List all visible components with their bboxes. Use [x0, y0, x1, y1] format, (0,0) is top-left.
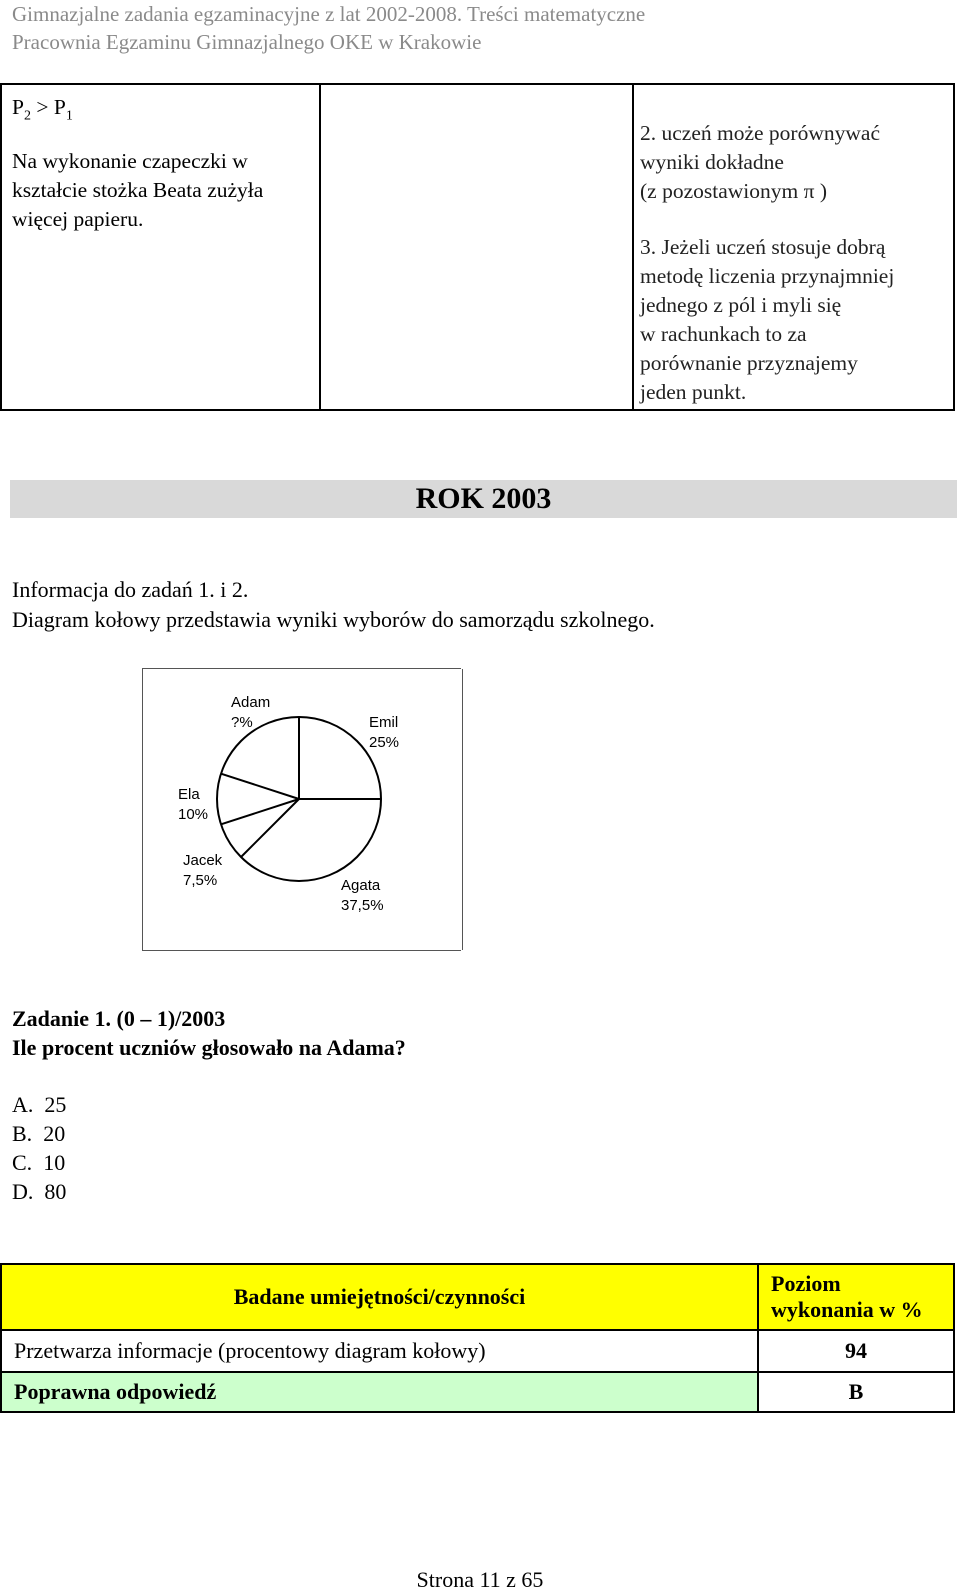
scoring-note-2: 2. uczeń może porównywać wyniki dokładne (z pozostawionym π ) — [640, 121, 880, 203]
label-agata: Agata 37,5% — [341, 877, 384, 914]
pie-chart-frame — [142, 668, 461, 951]
section-title: ROK 2003 — [415, 482, 552, 515]
info-heading: Informacja do zadań 1. i 2. — [12, 577, 249, 602]
task-title: Zadanie 1. (0 – 1)/2003 — [12, 1006, 226, 1031]
option-b: B. 20 — [12, 1121, 66, 1146]
table-divider — [632, 85, 634, 409]
row-level: 94 — [758, 1330, 954, 1372]
skills-table — [0, 1263, 955, 1413]
doc-header-title: Gimnazjalne zadania egzaminacyjne z lat 2002-2008. Treści matematyczne — [12, 2, 646, 26]
label-adam: Adam ?% — [231, 694, 271, 731]
answer-label: Poprawna odpowiedź — [1, 1372, 758, 1412]
page-number: Strona 11 z 65 — [416, 1567, 544, 1592]
solution-table — [0, 83, 955, 411]
header-level: Poziom wykonania w % — [758, 1264, 954, 1330]
formula-p2-gt-p1: $P_2 > P_1$ — [12, 95, 73, 124]
option-d: D. 80 — [12, 1179, 67, 1204]
scoring-note-3: 3. Jeżeli uczeń stosuje dobrą metodę liczenia przynajmniej jednego z pól i myli się w rachunkach to za porównanie przyznajemy jeden punkt. — [640, 235, 895, 404]
label-emil: Emil 25% — [369, 714, 400, 751]
header-skill: Badane umiejętności/czynności — [1, 1264, 758, 1330]
option-a: A. 25 — [12, 1092, 67, 1117]
task-question: Ile procent uczniów głosowało na Adama? — [12, 1035, 406, 1060]
section-band — [10, 480, 957, 518]
answer-value: B — [758, 1372, 954, 1412]
label-jacek: Jacek 7,5% — [183, 852, 223, 889]
row-skill: Przetwarza informacje (procentowy diagram kołowy) — [1, 1330, 758, 1372]
label-ela: Ela 10% — [178, 786, 209, 823]
info-description: Diagram kołowy przedstawia wyniki wyborów do samorządu szkolnego. — [12, 607, 655, 632]
doc-header-subtitle: Pracownia Egzaminu Gimnazjalnego OKE w Krakowie — [12, 30, 482, 54]
option-c: C. 10 — [12, 1150, 66, 1175]
conclusion-text: Na wykonanie czapeczki w kształcie stożka Beata zużyła więcej papieru. — [12, 149, 264, 231]
table-divider — [319, 85, 321, 409]
